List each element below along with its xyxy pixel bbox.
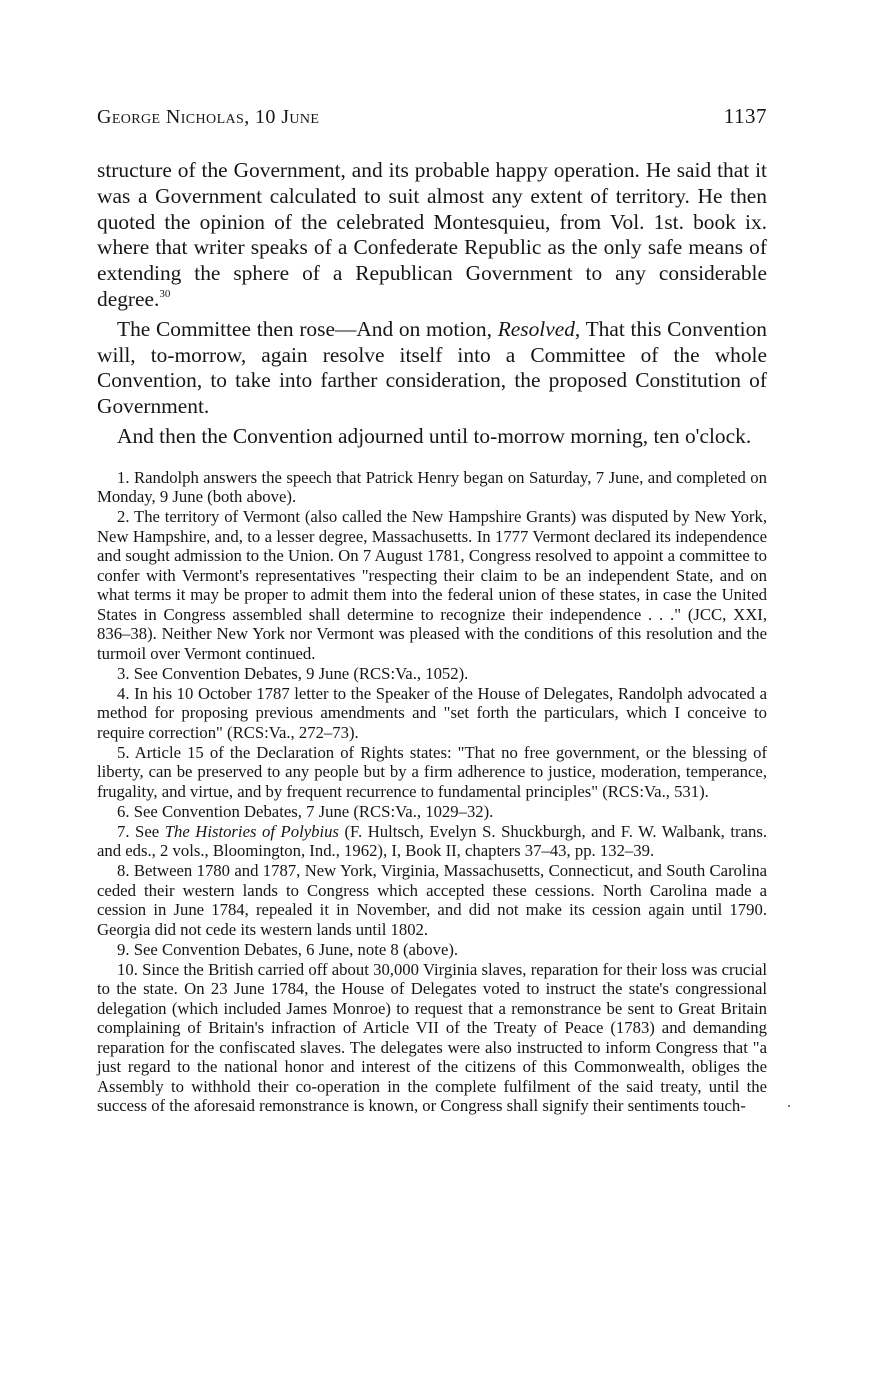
footnote [97, 822, 767, 861]
paragraph-text: structure of the Government, and its probable happy operation. He said that it was a Government calculated to suit almost any extent of territory. He then quoted the opinion of the celebrated Montesquieu, from Vol. 1st. book ix. where that writer speaks of a Confederate Republic as the only safe means of extending the sphere of a Republican Government to any considerable degree. [97, 158, 767, 311]
footnote: 5. Article 15 of the Declaration of Rights states: "That no free government, or the blessing of liberty, can be preserved to any people but by a firm adherence to justice, moderation, temperance, frugality, and virtue, and by frequent recurrence to fundamental principles" (RCS:Va., 531). [97, 742, 767, 801]
body-text [97, 158, 767, 450]
body-paragraph [97, 317, 767, 420]
resolved-italic: Resolved [497, 316, 575, 341]
footnote: 1. Randolph answers the speech that Patrick Henry began on Saturday, 7 June, and completed on Monday, 9 June (both above). [97, 467, 767, 507]
body-paragraph: And then the Convention adjourned until to-morrow morning, ten o'clock. [117, 423, 752, 448]
running-title: George Nicholas, 10 June [97, 106, 320, 128]
footnote-reference: 30 [159, 287, 171, 300]
footnote: 2. The territory of Vermont (also called the New Hampshire Grants) was disputed by New York, New Hampshire, and, to a lesser degree, Massachusetts. In 1777 Vermont declared its independence and sought admission to the Union. On 7 August 1781, Congress resolved to appoint a committee to confer with Vermont's representatives "respecting their claim to be an independent State, and on what terms it may be proper to admit them into the federal union of these states, in case the United States in Congress assembled shall determine to recognize their independence . . ." (JCC, XXI, 836–38). Neither New York nor Vermont was pleased with the conditions of this resolution and the turmoil over Vermont continued. [97, 507, 767, 663]
footnote: 8. Between 1780 and 1787, New York, Virginia, Massachusetts, Connecticut, and South Carolina ceded their western lands to Congress which accepted these cessions. North Carolina made a cession in June 1784, repealed it in November, and did not make its cession again until 1790. Georgia did not cede its western lands until 1802. [97, 861, 767, 939]
paragraph-text: , That this Convention will, to-morrow, again resolve itself into a Committee of the whole Convention, to take into farther consideration, the proposed Constitution of Government. [97, 316, 767, 419]
page-number: 1137 [723, 104, 767, 128]
footnote: 9. See Convention Debates, 6 June, note 8 (above). [117, 939, 459, 959]
footnotes [97, 468, 767, 1116]
paragraph-text: The Committee then rose—And on motion, [117, 316, 498, 341]
running-head [97, 104, 767, 138]
scan-speck [788, 1105, 790, 1107]
footnote-text: 7. See [117, 821, 165, 841]
body-paragraph [97, 158, 767, 313]
footnote: 3. See Convention Debates, 9 June (RCS:Va., 1052). [117, 663, 469, 683]
book-title-italic: The Histories of Polybius [164, 821, 339, 841]
footnote: 4. In his 10 October 1787 letter to the Speaker of the House of Delegates, Randolph advocated a method for proposing previous amendments and "set forth the particulars, which I conceive to require correction" (RCS:Va., 272–73). [97, 683, 767, 742]
footnote-text: (F. Hultsch, Evelyn S. Shuckburgh, and F. W. Walbank, trans. and eds., 2 vols., Bloomington, Ind., 1962), I, Book II, chapters 37–43, pp. 132–39. [97, 821, 768, 861]
document-page [97, 104, 767, 1116]
footnote: 6. See Convention Debates, 7 June (RCS:Va., 1029–32). [117, 801, 494, 821]
footnote: 10. Since the British carried off about 30,000 Virginia slaves, reparation for their loss was crucial to the state. On 23 June 1784, the House of Delegates voted to instruct the state's congressional delegation (which included James Monroe) to request that a remonstrance be sent to Great Britain complaining of Britain's infraction of Article VII of the Treaty of Peace (1783) and demanding reparation for the confiscated slaves. The delegates were also instructed to inform Congress that "a just regard to the national honor and interest of the citizens of this Commonwealth, obliges the Assembly to withhold their co-operation in the complete fulfilment of the said treaty, until the success of the aforesaid remonstrance is known, or Congress shall signify their sentiments touch- [97, 959, 767, 1116]
